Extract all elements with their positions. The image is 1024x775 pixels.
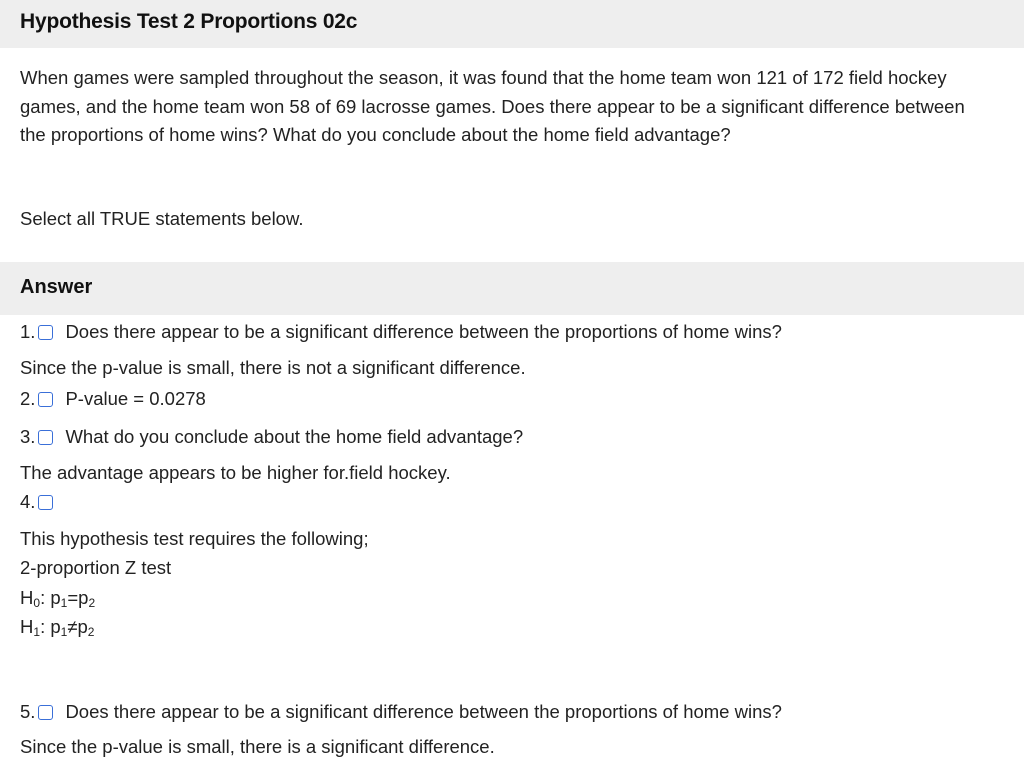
option-4[interactable] bbox=[20, 490, 65, 514]
page-title: Hypothesis Test 2 Proportions 02c bbox=[20, 10, 358, 33]
option-3-checkbox[interactable] bbox=[38, 430, 53, 445]
option-5[interactable] bbox=[20, 700, 782, 724]
option-1-detail: Since the p-value is small, there is not a significant difference. bbox=[20, 357, 526, 378]
answer-heading: Answer bbox=[20, 276, 93, 298]
option-label: P-value = 0.0278 bbox=[65, 388, 206, 409]
option-4-detail-line-2: 2-proportion Z test bbox=[20, 557, 172, 578]
instruction-text: Select all TRUE statements below. bbox=[20, 208, 304, 229]
option-3-detail: The advantage appears to be higher for.field hockey. bbox=[20, 462, 451, 483]
option-number: 5. bbox=[20, 701, 36, 722]
option-label: What do you conclude about the home field advantage? bbox=[65, 426, 524, 447]
option-5-detail: Since the p-value is small, there is a significant difference. bbox=[20, 736, 495, 757]
option-label: Does there appear to be a significant difference between the proportions of home wins? bbox=[65, 701, 782, 722]
option-3[interactable] bbox=[20, 425, 523, 449]
alternative-hypothesis: $H_1$: $p_1\ne p_2$ bbox=[20, 616, 95, 639]
option-1[interactable] bbox=[20, 320, 782, 344]
option-number: 4. bbox=[20, 491, 36, 512]
answer-header bbox=[0, 262, 1024, 315]
option-number: 3. bbox=[20, 426, 36, 447]
option-2[interactable] bbox=[20, 387, 206, 411]
option-1-checkbox[interactable] bbox=[38, 325, 53, 340]
option-4-checkbox[interactable] bbox=[38, 495, 53, 510]
question-text: When games were sampled throughout the season, it was found that the home team won 121 of 172 field hockey games, and the home team won 58 of 69 lacrosse games. Does there appear to be a significant difference between the proportions of home wins? What do you conclude about the home field advantage? bbox=[20, 67, 965, 145]
option-number: 1. bbox=[20, 321, 36, 342]
title-bar bbox=[0, 0, 1024, 48]
option-5-checkbox[interactable] bbox=[38, 705, 53, 720]
option-2-checkbox[interactable] bbox=[38, 392, 53, 407]
option-label: Does there appear to be a significant difference between the proportions of home wins? bbox=[65, 321, 782, 342]
option-4-detail-line-1: This hypothesis test requires the following; bbox=[20, 528, 369, 549]
option-number: 2. bbox=[20, 388, 36, 409]
null-hypothesis: $H_0$: $p_1=p_2$ bbox=[20, 587, 96, 610]
